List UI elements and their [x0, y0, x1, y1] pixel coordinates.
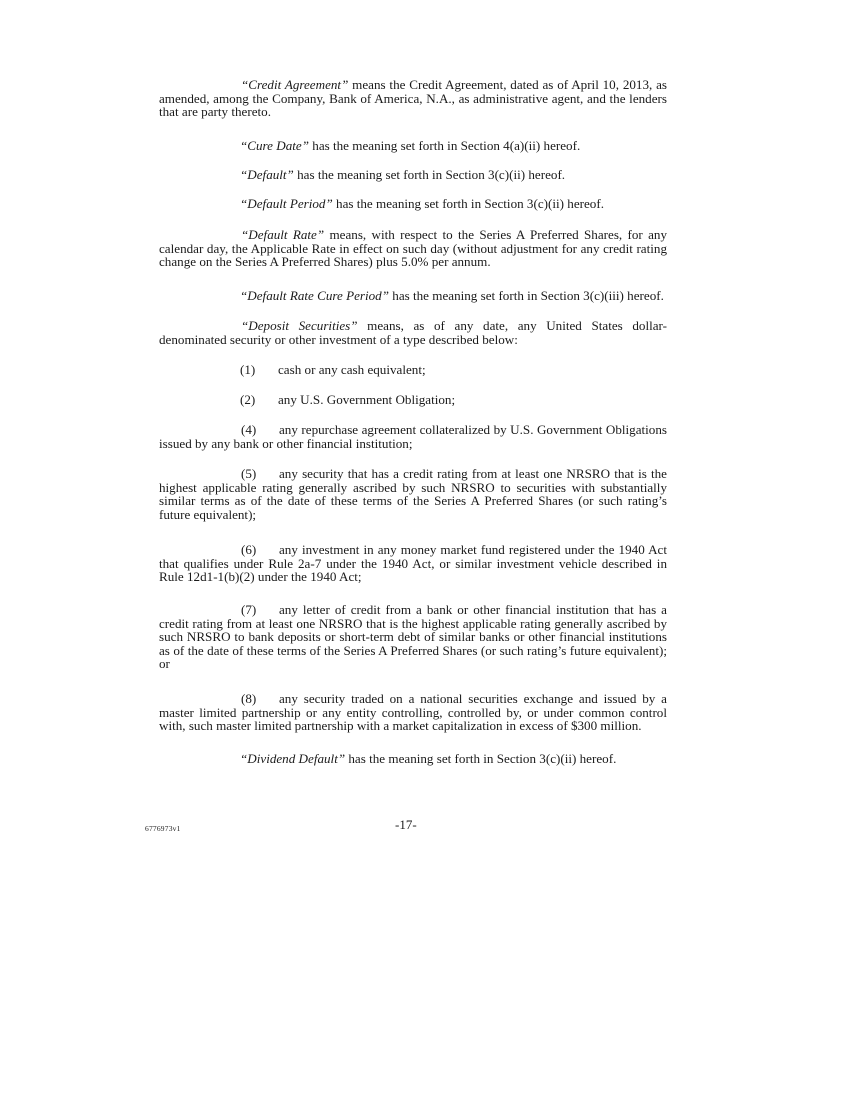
definition-default: [240, 168, 565, 182]
item-text: cash or any cash equivalent;: [278, 362, 426, 377]
definition-text: has the meaning set forth in Section 3(c)(ii) hereof.: [332, 196, 604, 211]
item-number: (1): [240, 362, 256, 377]
item-number: (4): [241, 422, 257, 437]
list-item-6: [159, 543, 667, 584]
definition-text: has the meaning set forth in Section 4(a)(ii) hereof.: [309, 138, 581, 153]
definition-text: has the meaning set forth in Section 3(c)(iii) hereof.: [389, 288, 664, 303]
item-text: any security that has a credit rating from at least one NRSRO that is the highest applicable rating generally ascribed by such NRSRO to securities with substantially similar terms as of the date of these terms of the Series A Preferred Shares (or such rating’s future equivalent);: [159, 466, 667, 522]
definition-text: has the meaning set forth in Section 3(c)(ii) hereof.: [345, 751, 617, 766]
definition-text: means the Credit Agreement, dated as of April 10, 2013, as amended, among the Company, Bank of America, N.A., as administrative agent, and the lenders that are party thereto.: [159, 77, 667, 119]
item-text: any letter of credit from a bank or other financial institution that has a credit rating from at least one NRSRO that is the highest applicable rating generally ascribed by such NRSRO to bank deposits or short-term debt of similar banks or other financial institutions as of the date of these terms of the Series A Preferred Shares (or such rating’s future equivalent); or: [159, 602, 667, 671]
item-text: any U.S. Government Obligation;: [278, 392, 456, 407]
definition-text: means, with respect to the Series A Preferred Shares, for any calendar day, the Applicable Rate in effect on such day (without adjustment for any credit rating change on the Series A Preferred Shares) plus 5.0% per annum.: [159, 227, 667, 269]
list-item-1: [240, 363, 426, 377]
definition-default-rate: [159, 228, 667, 269]
definition-text: has the meaning set forth in Section 3(c)(ii) hereof.: [293, 167, 566, 182]
definition-dividend-default: [240, 752, 616, 766]
item-number: (5): [241, 466, 257, 481]
item-number: (8): [241, 691, 257, 706]
item-text: any investment in any money market fund registered under the 1940 Act that qualifies under Rule 2a-7 under the 1940 Act, or similar investment vehicle described in Rule 12d1-1(b)(2) under the 1940 Act;: [159, 542, 667, 584]
defined-term: “Credit Agreement”: [241, 77, 349, 92]
item-text: any security traded on a national securities exchange and issued by a master limited partnership or any entity controlling, controlled by, or under common control with, such master limited partnership with a market capitalization in excess of $300 million.: [159, 691, 667, 733]
defined-term: “Default”: [240, 167, 294, 182]
definition-deposit-securities: [159, 319, 667, 346]
item-number: (2): [240, 392, 256, 407]
defined-term: “Deposit Securities”: [241, 318, 358, 333]
list-item-7: [159, 603, 667, 671]
page-number: -17-: [395, 817, 417, 832]
list-item-2: [240, 393, 455, 407]
defined-term: “Dividend Default”: [240, 751, 346, 766]
document-id: 6776973v1: [145, 824, 181, 833]
defined-term: “Default Rate”: [241, 227, 325, 242]
list-item-8: [159, 692, 667, 733]
definition-default-rate-cure-period: [240, 289, 664, 303]
list-item-4: [159, 423, 667, 450]
definition-default-period: [240, 197, 604, 211]
defined-term: “Cure Date”: [240, 138, 309, 153]
definition-text: means, as of any date, any United States dollar-denominated security or other investment of a type described below:: [159, 318, 667, 347]
definition-cure-date: [240, 139, 580, 153]
item-text: any repurchase agreement collateralized by U.S. Government Obligations issued by any bank or other financial institution;: [159, 422, 667, 451]
item-number: (6): [241, 542, 257, 557]
defined-term: “Default Period”: [240, 196, 333, 211]
defined-term: “Default Rate Cure Period”: [240, 288, 389, 303]
list-item-5: [159, 467, 667, 521]
definition-credit-agreement: [159, 78, 667, 119]
item-number: (7): [241, 602, 257, 617]
